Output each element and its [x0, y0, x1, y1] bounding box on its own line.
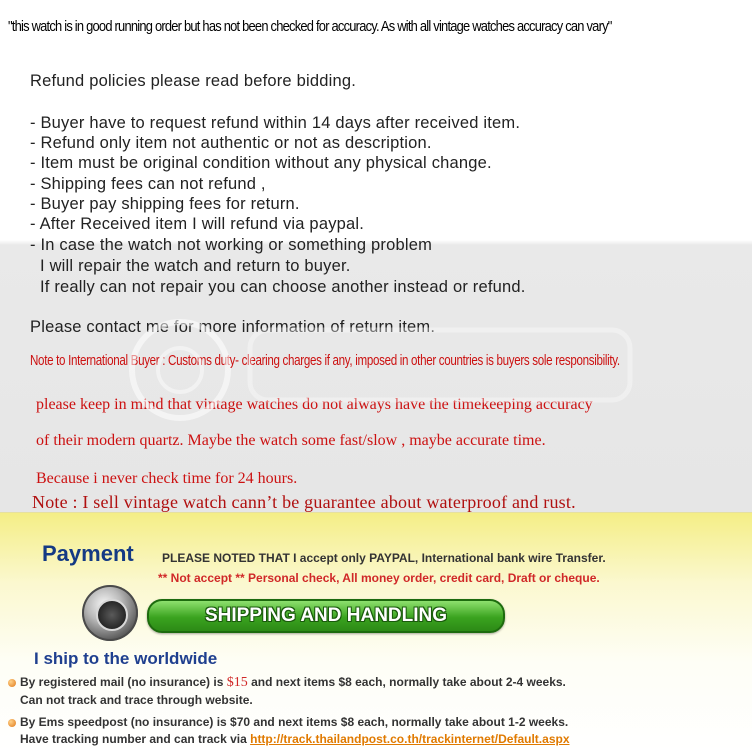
policy-item: - Buyer pay shipping fees for return.	[30, 195, 300, 213]
policy-item: - Shipping fees can not refund ,	[30, 175, 266, 193]
ems-tracking-line	[20, 732, 570, 746]
registered-mail-next: and next items $8 each, normally take about 2-4 weeks.	[251, 675, 566, 689]
contact-line: Please contact me for more information of return item.	[30, 318, 436, 336]
policy-item: - Refund only item not authentic or not as description.	[30, 134, 432, 152]
medallion-center	[96, 599, 128, 631]
vintage-accuracy-line: Because i never check time for 24 hours.	[36, 470, 298, 487]
policy-item: - Item must be original condition without any physical change.	[30, 154, 492, 172]
payment-title: Payment	[42, 541, 134, 566]
policy-item-continuation: I will repair the watch and return to buyer.	[40, 257, 351, 275]
policy-item-continuation: If really can not repair you can choose another instead or refund.	[40, 278, 526, 296]
worldwide-heading: I ship to the worldwide	[34, 649, 218, 668]
policy-item: - After Received item I will refund via paypal.	[30, 215, 365, 233]
international-buyer-note: Note to International Buyer : Customs duty- clearing charges if any, imposed in other countries is buyers sole responsibility.	[30, 353, 620, 369]
ems-line: By Ems speedpost (no insurance) is $70 and next items $8 each, normally take about 1-2 weeks.	[20, 715, 569, 729]
watch-medallion-icon	[82, 585, 138, 641]
policy-item: - Buyer have to request refund within 14 days after received item.	[30, 114, 521, 132]
refund-policy-section	[0, 50, 752, 512]
header-note-banner	[0, 0, 752, 50]
registered-mail-text: By registered mail (no insurance) is	[20, 675, 224, 689]
payment-shipping-section	[0, 512, 752, 751]
tracking-link[interactable]: http://track.thailandpost.co.th/trackinternet/Default.aspx	[250, 732, 570, 746]
registered-mail-line	[20, 675, 566, 691]
shipping-handling-banner	[147, 599, 505, 633]
payment-accepted: PLEASE NOTED THAT I accept only PAYPAL, International bank wire Transfer.	[162, 551, 606, 565]
bullet-icon	[8, 679, 16, 687]
shipping-banner-label: SHIPPING AND HANDLING	[204, 605, 448, 626]
vintage-accuracy-line: of their modern quartz. Maybe the watch some fast/slow , maybe accurate time.	[36, 432, 546, 449]
waterproof-note: Note : I sell vintage watch cann’t be guarantee about waterproof and rust.	[32, 492, 576, 512]
registered-mail-price: $15	[226, 675, 248, 690]
registered-mail-note: Can not track and trace through website.	[20, 693, 253, 707]
policy-item: - In case the watch not working or something problem	[30, 236, 433, 254]
ems-tracking-text: Have tracking number and can track via	[20, 732, 247, 746]
vintage-accuracy-line: please keep in mind that vintage watches do not always have the timekeeping accuracy	[36, 396, 593, 413]
bullet-icon	[8, 719, 16, 727]
refund-policy-title: Refund policies please read before bidding.	[30, 72, 356, 90]
payment-not-accepted: ** Not accept ** Personal check, All money order, credit card, Draft or cheque.	[158, 571, 600, 585]
accuracy-disclaimer: "this watch is in good running order but has not been checked for accuracy. As with all vintage watches accuracy can vary"	[8, 18, 612, 35]
